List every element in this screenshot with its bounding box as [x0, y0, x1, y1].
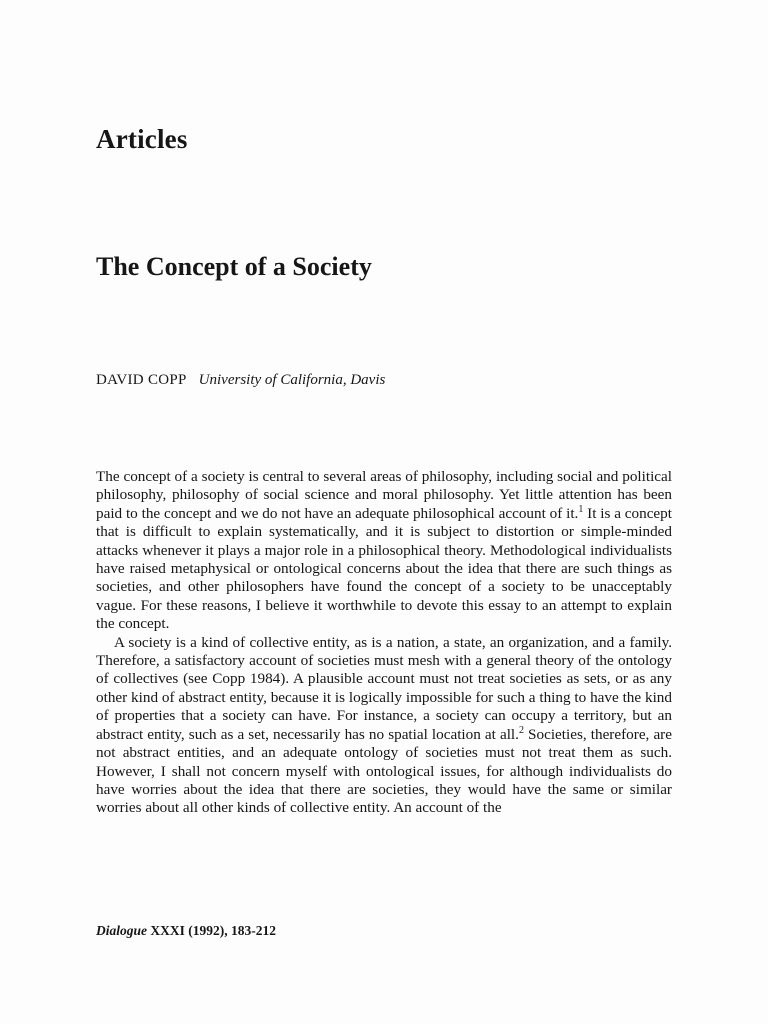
paragraph-2	[96, 634, 672, 818]
journal-citation	[96, 923, 276, 939]
paragraph-1-text-b: It is a concept that is difficult to explain systematically, and it is subject to distortion or simple-minded attacks whenever it plays a major role in a philosophical theory. Methodological individualists have raised metaphysical or ontological concerns about the idea that there are such things as societies, and other philosophers have found the concept of a society to be unacceptably vague. For these reasons, I believe it worthwhile to devote this essay to an attempt to explain the concept.	[96, 504, 672, 633]
footnote-marker-1[interactable]: 1	[578, 503, 584, 515]
paragraph-2-text-b: Societies, therefore, are not abstract entities, and an adequate ontology of societies must not treat them as such. However, I shall not concern myself with ontological issues, for although individualists do have worries about the idea that there are societies, they would have the same or similar worries about all other kinds of collective entity. An account of the	[96, 725, 672, 817]
article-title: The Concept of a Society	[96, 252, 372, 281]
journal-name: Dialogue	[96, 923, 148, 938]
article-body	[96, 468, 672, 818]
paragraph-2-text-a: A society is a kind of collective entity, as is a nation, a state, an organization, and a family. Therefore, a satisfactory account of societies must mesh with a general theory of the ontology of collectives (see Copp 1984). A plausible account must not treat societies as sets, or as any other kind of abstract entity, because it is logically impossible for such a thing to have the kind of properties that a society can have. For instance, a society can occupy a territory, but an abstract entity, such as a set, necessarily has no spatial location at all.	[96, 633, 672, 743]
journal-details: XXXI (1992), 183-212	[150, 923, 277, 938]
paragraph-1	[96, 468, 672, 634]
byline	[96, 372, 385, 389]
paragraph-1-text-a: The concept of a society is central to several areas of philosophy, including social and political philosophy, philosophy of social science and moral philosophy. Yet little attention has been paid to the concept and we do not have an adequate philosophical account of it.	[96, 468, 672, 522]
section-heading: Articles	[96, 124, 188, 154]
author-affiliation: University of California, Davis	[198, 372, 386, 388]
footnote-marker-2[interactable]: 2	[518, 724, 524, 736]
author-name: DAVID COPP	[96, 372, 187, 388]
